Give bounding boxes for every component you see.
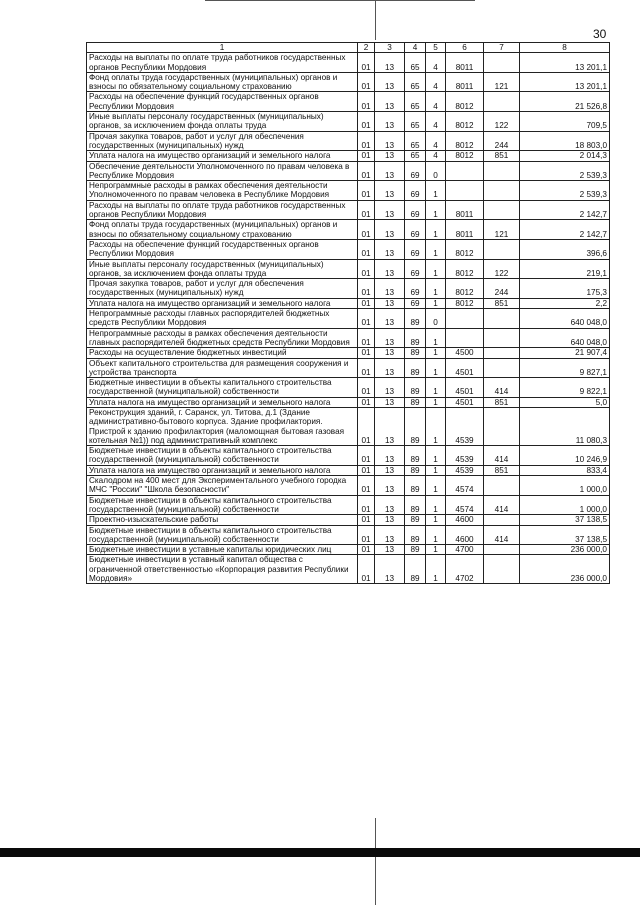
cell-c8: 2,2 — [520, 298, 610, 308]
cell-c2: 01 — [358, 465, 375, 475]
cell-c6: 4600 — [446, 525, 484, 545]
cell-c4: 89 — [405, 378, 426, 398]
cell-c4: 65 — [405, 151, 426, 161]
cell-c6: 8011 — [446, 72, 484, 92]
cell-c6: 8012 — [446, 298, 484, 308]
cell-c6: 4500 — [446, 348, 484, 358]
cell-c3: 13 — [375, 53, 405, 73]
cell-c3: 13 — [375, 161, 405, 181]
row-description: Непрограммные расходы главных распорядителей бюджетных средств Республики Мордовия — [87, 309, 358, 329]
cell-c4: 89 — [405, 397, 426, 407]
table-row — [87, 397, 610, 407]
cell-c4: 65 — [405, 72, 426, 92]
cell-c5: 1 — [426, 279, 446, 299]
row-description: Бюджетные инвестиции в объекты капитального строительства государственной (муниципальной) собственности — [87, 446, 358, 466]
cell-c2: 01 — [358, 358, 375, 378]
cell-c6 — [446, 181, 484, 201]
cell-c2: 01 — [358, 112, 375, 132]
table-row — [87, 545, 610, 555]
table-row — [87, 53, 610, 73]
cell-c8: 21 526,8 — [520, 92, 610, 112]
page-number: 30 — [593, 27, 607, 41]
column-header: 7 — [484, 43, 520, 53]
cell-c6: 4501 — [446, 397, 484, 407]
cell-c6: 4600 — [446, 515, 484, 525]
cell-c5: 1 — [426, 555, 446, 584]
cell-c7 — [484, 555, 520, 584]
cell-c3: 13 — [375, 200, 405, 220]
cell-c6: 4700 — [446, 545, 484, 555]
cell-c7 — [484, 515, 520, 525]
cell-c8: 2 014,3 — [520, 151, 610, 161]
cell-c5: 1 — [426, 239, 446, 259]
cell-c3: 13 — [375, 555, 405, 584]
cell-c5: 1 — [426, 259, 446, 279]
cell-c6: 8011 — [446, 220, 484, 240]
cell-c6: 8012 — [446, 279, 484, 299]
cell-c7 — [484, 53, 520, 73]
cell-c6: 8011 — [446, 53, 484, 73]
cell-c6: 8012 — [446, 131, 484, 151]
column-header: 4 — [405, 43, 426, 53]
table-row — [87, 465, 610, 475]
cell-c4: 69 — [405, 220, 426, 240]
cell-c7 — [484, 358, 520, 378]
cell-c2: 01 — [358, 545, 375, 555]
cell-c8: 13 201,1 — [520, 72, 610, 92]
cell-c8: 1 000,0 — [520, 495, 610, 515]
cell-c3: 13 — [375, 92, 405, 112]
cell-c4: 89 — [405, 407, 426, 445]
cell-c2: 01 — [358, 298, 375, 308]
table-row — [87, 555, 610, 584]
cell-c8: 2 539,3 — [520, 181, 610, 201]
table-row — [87, 92, 610, 112]
cell-c7: 122 — [484, 259, 520, 279]
cell-c5: 1 — [426, 397, 446, 407]
cell-c2: 01 — [358, 378, 375, 398]
cell-c3: 13 — [375, 397, 405, 407]
row-description: Расходы на выплаты по оплате труда работников государственных органов Республики Мордовия — [87, 200, 358, 220]
cell-c8: 5,0 — [520, 397, 610, 407]
row-description: Проектно-изыскательские работы — [87, 515, 358, 525]
table-row — [87, 239, 610, 259]
table-row — [87, 279, 610, 299]
cell-c8: 21 907,4 — [520, 348, 610, 358]
cell-c6: 8011 — [446, 200, 484, 220]
budget-table — [86, 42, 610, 584]
cell-c4: 89 — [405, 525, 426, 545]
row-description: Бюджетные инвестиции в уставный капитал общества с ограниченной ответственностью «Корпорация развития Республики Мордовия» — [87, 555, 358, 584]
column-header: 1 — [87, 43, 358, 53]
table-row — [87, 495, 610, 515]
cell-c2: 01 — [358, 555, 375, 584]
cell-c7 — [484, 328, 520, 348]
cell-c6: 4702 — [446, 555, 484, 584]
cell-c8: 37 138,5 — [520, 515, 610, 525]
cell-c4: 89 — [405, 495, 426, 515]
table-row — [87, 161, 610, 181]
cell-c3: 13 — [375, 298, 405, 308]
row-description: Расходы на обеспечение функций государственных органов Республики Мордовия — [87, 239, 358, 259]
cell-c8: 396,6 — [520, 239, 610, 259]
cell-c5: 1 — [426, 378, 446, 398]
cell-c7 — [484, 181, 520, 201]
cell-c8: 10 246,9 — [520, 446, 610, 466]
table-row — [87, 309, 610, 329]
table-row — [87, 446, 610, 466]
cell-c2: 01 — [358, 151, 375, 161]
cell-c2: 01 — [358, 328, 375, 348]
table-row — [87, 200, 610, 220]
table-header-row — [87, 43, 610, 53]
row-description: Иные выплаты персоналу государственных (муниципальных) органов, за исключением фонда оплаты труда — [87, 259, 358, 279]
cell-c6: 8012 — [446, 92, 484, 112]
cell-c7 — [484, 92, 520, 112]
row-description: Уплата налога на имущество организаций и земельного налога — [87, 397, 358, 407]
cell-c4: 89 — [405, 309, 426, 329]
table-row — [87, 151, 610, 161]
cell-c7 — [484, 407, 520, 445]
cell-c6: 4501 — [446, 358, 484, 378]
cell-c3: 13 — [375, 495, 405, 515]
cell-c8: 13 201,1 — [520, 53, 610, 73]
cell-c6 — [446, 161, 484, 181]
cell-c8: 2 142,7 — [520, 220, 610, 240]
row-description: Бюджетные инвестиции в уставные капиталы юридических лиц — [87, 545, 358, 555]
row-description: Прочая закупка товаров, работ и услуг для обеспечения государственных (муниципальных) нужд — [87, 131, 358, 151]
cell-c6: 4574 — [446, 495, 484, 515]
cell-c2: 01 — [358, 309, 375, 329]
table-row — [87, 131, 610, 151]
cell-c7: 414 — [484, 525, 520, 545]
cell-c8: 9 822,1 — [520, 378, 610, 398]
cell-c7: 851 — [484, 397, 520, 407]
table-row — [87, 348, 610, 358]
row-description: Уплата налога на имущество организаций и земельного налога — [87, 151, 358, 161]
cell-c5: 1 — [426, 495, 446, 515]
cell-c3: 13 — [375, 309, 405, 329]
cell-c8: 2 539,3 — [520, 161, 610, 181]
cell-c4: 89 — [405, 465, 426, 475]
cell-c2: 01 — [358, 495, 375, 515]
cell-c2: 01 — [358, 161, 375, 181]
cell-c6: 8012 — [446, 151, 484, 161]
row-description: Бюджетные инвестиции в объекты капитального строительства государственной (муниципальной) собственности — [87, 378, 358, 398]
table-row — [87, 112, 610, 132]
row-description: Прочая закупка товаров, работ и услуг для обеспечения государственных (муниципальных) нужд — [87, 279, 358, 299]
table-row — [87, 525, 610, 545]
cell-c5: 4 — [426, 131, 446, 151]
cell-c3: 13 — [375, 358, 405, 378]
cell-c5: 0 — [426, 161, 446, 181]
cell-c4: 89 — [405, 515, 426, 525]
cell-c5: 4 — [426, 72, 446, 92]
cell-c4: 89 — [405, 446, 426, 466]
cell-c2: 01 — [358, 92, 375, 112]
row-description: Расходы на выплаты по оплате труда работников государственных органов Республики Мордовия — [87, 53, 358, 73]
cell-c6: 8012 — [446, 259, 484, 279]
table-row — [87, 181, 610, 201]
row-description: Бюджетные инвестиции в объекты капитального строительства государственной (муниципальной) собственности — [87, 495, 358, 515]
column-header: 6 — [446, 43, 484, 53]
cell-c4: 89 — [405, 555, 426, 584]
cell-c4: 65 — [405, 53, 426, 73]
cell-c2: 01 — [358, 220, 375, 240]
cell-c7: 851 — [484, 465, 520, 475]
cell-c3: 13 — [375, 515, 405, 525]
cell-c7: 121 — [484, 220, 520, 240]
cell-c7: 122 — [484, 112, 520, 132]
row-description: Уплата налога на имущество организаций и земельного налога — [87, 465, 358, 475]
cell-c5: 1 — [426, 545, 446, 555]
cell-c5: 1 — [426, 407, 446, 445]
cell-c2: 01 — [358, 348, 375, 358]
cell-c4: 89 — [405, 358, 426, 378]
cell-c4: 69 — [405, 239, 426, 259]
cell-c5: 1 — [426, 220, 446, 240]
column-header: 2 — [358, 43, 375, 53]
cell-c4: 69 — [405, 181, 426, 201]
cell-c5: 1 — [426, 358, 446, 378]
cell-c7: 244 — [484, 131, 520, 151]
cell-c5: 1 — [426, 298, 446, 308]
cell-c8: 219,1 — [520, 259, 610, 279]
cell-c7: 244 — [484, 279, 520, 299]
cell-c4: 65 — [405, 131, 426, 151]
cell-c3: 13 — [375, 279, 405, 299]
cell-c2: 01 — [358, 397, 375, 407]
row-description: Фонд оплаты труда государственных (муниципальных) органов и взносы по обязательному социальному страхованию — [87, 220, 358, 240]
row-description: Реконструкция зданий, г. Саранск, ул. Титова, д.1 (Здание административно-бытового корпуса. Здание профилактория. Пристрой к зданию профилактория (маломощная бытовая газовая котельная №1)) под административный комплекс — [87, 407, 358, 445]
cell-c4: 89 — [405, 476, 426, 496]
cell-c3: 13 — [375, 239, 405, 259]
column-header: 3 — [375, 43, 405, 53]
column-header: 5 — [426, 43, 446, 53]
cell-c2: 01 — [358, 181, 375, 201]
cell-c3: 13 — [375, 328, 405, 348]
cell-c5: 1 — [426, 446, 446, 466]
cell-c3: 13 — [375, 151, 405, 161]
cell-c4: 69 — [405, 259, 426, 279]
cell-c2: 01 — [358, 239, 375, 259]
row-description: Непрограммные расходы в рамках обеспечения деятельности главных распорядителей бюджетных средств Республики Мордовия — [87, 328, 358, 348]
cell-c3: 13 — [375, 407, 405, 445]
cell-c7 — [484, 476, 520, 496]
cell-c5: 4 — [426, 112, 446, 132]
row-description: Обеспечение деятельности Уполномоченного по правам человека в Республике Мордовия — [87, 161, 358, 181]
cell-c4: 69 — [405, 279, 426, 299]
cell-c3: 13 — [375, 378, 405, 398]
cell-c6 — [446, 328, 484, 348]
cell-c6 — [446, 309, 484, 329]
cell-c5: 1 — [426, 515, 446, 525]
cell-c3: 13 — [375, 545, 405, 555]
cell-c5: 1 — [426, 348, 446, 358]
cell-c8: 9 827,1 — [520, 358, 610, 378]
cell-c7: 414 — [484, 378, 520, 398]
cell-c6: 8012 — [446, 112, 484, 132]
cell-c3: 13 — [375, 465, 405, 475]
cell-c3: 13 — [375, 72, 405, 92]
cell-c8: 11 080,3 — [520, 407, 610, 445]
cell-c8: 709,5 — [520, 112, 610, 132]
cell-c5: 1 — [426, 181, 446, 201]
table-row — [87, 328, 610, 348]
row-description: Фонд оплаты труда государственных (муниципальных) органов и взносы по обязательному социальному страхованию — [87, 72, 358, 92]
cell-c2: 01 — [358, 53, 375, 73]
scan-artifact-vertical-line — [375, 0, 376, 40]
row-description: Иные выплаты персоналу государственных (муниципальных) органов, за исключением фонда оплаты труда — [87, 112, 358, 132]
cell-c6: 4539 — [446, 407, 484, 445]
cell-c4: 69 — [405, 200, 426, 220]
cell-c4: 89 — [405, 545, 426, 555]
cell-c2: 01 — [358, 407, 375, 445]
cell-c4: 65 — [405, 92, 426, 112]
cell-c5: 1 — [426, 200, 446, 220]
cell-c2: 01 — [358, 72, 375, 92]
cell-c3: 13 — [375, 476, 405, 496]
cell-c5: 1 — [426, 465, 446, 475]
row-description: Расходы на обеспечение функций государственных органов Республики Мордовия — [87, 92, 358, 112]
cell-c6: 4539 — [446, 465, 484, 475]
cell-c8: 175,3 — [520, 279, 610, 299]
row-description: Бюджетные инвестиции в объекты капитального строительства государственной (муниципальной) собственности — [87, 525, 358, 545]
cell-c3: 13 — [375, 525, 405, 545]
cell-c7: 414 — [484, 446, 520, 466]
cell-c8: 833,4 — [520, 465, 610, 475]
cell-c7: 121 — [484, 72, 520, 92]
cell-c7 — [484, 309, 520, 329]
cell-c3: 13 — [375, 181, 405, 201]
cell-c8: 2 142,7 — [520, 200, 610, 220]
table-row — [87, 407, 610, 445]
cell-c8: 640 048,0 — [520, 309, 610, 329]
cell-c8: 236 000,0 — [520, 545, 610, 555]
cell-c7: 414 — [484, 495, 520, 515]
scan-bottom-bar — [0, 848, 640, 857]
cell-c8: 1 000,0 — [520, 476, 610, 496]
cell-c4: 89 — [405, 328, 426, 348]
table-row — [87, 72, 610, 92]
cell-c8: 37 138,5 — [520, 525, 610, 545]
cell-c3: 13 — [375, 446, 405, 466]
cell-c6: 4539 — [446, 446, 484, 466]
cell-c7: 851 — [484, 298, 520, 308]
cell-c8: 640 048,0 — [520, 328, 610, 348]
cell-c7 — [484, 200, 520, 220]
row-description: Расходы на осуществление бюджетных инвестиций — [87, 348, 358, 358]
cell-c4: 89 — [405, 348, 426, 358]
cell-c4: 69 — [405, 161, 426, 181]
cell-c3: 13 — [375, 348, 405, 358]
cell-c3: 13 — [375, 112, 405, 132]
cell-c2: 01 — [358, 259, 375, 279]
cell-c4: 69 — [405, 298, 426, 308]
row-description: Скалодром на 400 мест для Экспериментального учебного городка МЧС "России" "Школа безопасности" — [87, 476, 358, 496]
cell-c7: 851 — [484, 151, 520, 161]
table-row — [87, 220, 610, 240]
cell-c4: 65 — [405, 112, 426, 132]
cell-c6: 8012 — [446, 239, 484, 259]
row-description: Непрограммные расходы в рамках обеспечения деятельности Уполномоченного по правам человека в Республике Мордовия — [87, 181, 358, 201]
table-row — [87, 378, 610, 398]
cell-c7 — [484, 545, 520, 555]
cell-c2: 01 — [358, 476, 375, 496]
cell-c5: 1 — [426, 476, 446, 496]
cell-c2: 01 — [358, 525, 375, 545]
cell-c5: 1 — [426, 525, 446, 545]
table-row — [87, 259, 610, 279]
cell-c5: 4 — [426, 53, 446, 73]
cell-c6: 4574 — [446, 476, 484, 496]
cell-c7 — [484, 161, 520, 181]
cell-c5: 4 — [426, 151, 446, 161]
cell-c2: 01 — [358, 200, 375, 220]
table-row — [87, 298, 610, 308]
table-row — [87, 358, 610, 378]
table-row — [87, 515, 610, 525]
cell-c8: 236 000,0 — [520, 555, 610, 584]
scan-artifact-top-line — [205, 0, 475, 1]
cell-c5: 4 — [426, 92, 446, 112]
cell-c2: 01 — [358, 279, 375, 299]
cell-c5: 1 — [426, 328, 446, 348]
table-row — [87, 476, 610, 496]
column-header: 8 — [520, 43, 610, 53]
cell-c7 — [484, 348, 520, 358]
cell-c2: 01 — [358, 446, 375, 466]
cell-c7 — [484, 239, 520, 259]
cell-c3: 13 — [375, 220, 405, 240]
scan-artifact-vertical-line-bottom — [375, 818, 376, 905]
cell-c3: 13 — [375, 259, 405, 279]
cell-c6: 4501 — [446, 378, 484, 398]
row-description: Уплата налога на имущество организаций и земельного налога — [87, 298, 358, 308]
cell-c8: 18 803,0 — [520, 131, 610, 151]
cell-c5: 0 — [426, 309, 446, 329]
row-description: Объект капитального строительства для размещения сооружения и устройства транспорта — [87, 358, 358, 378]
cell-c3: 13 — [375, 131, 405, 151]
cell-c2: 01 — [358, 515, 375, 525]
cell-c2: 01 — [358, 131, 375, 151]
